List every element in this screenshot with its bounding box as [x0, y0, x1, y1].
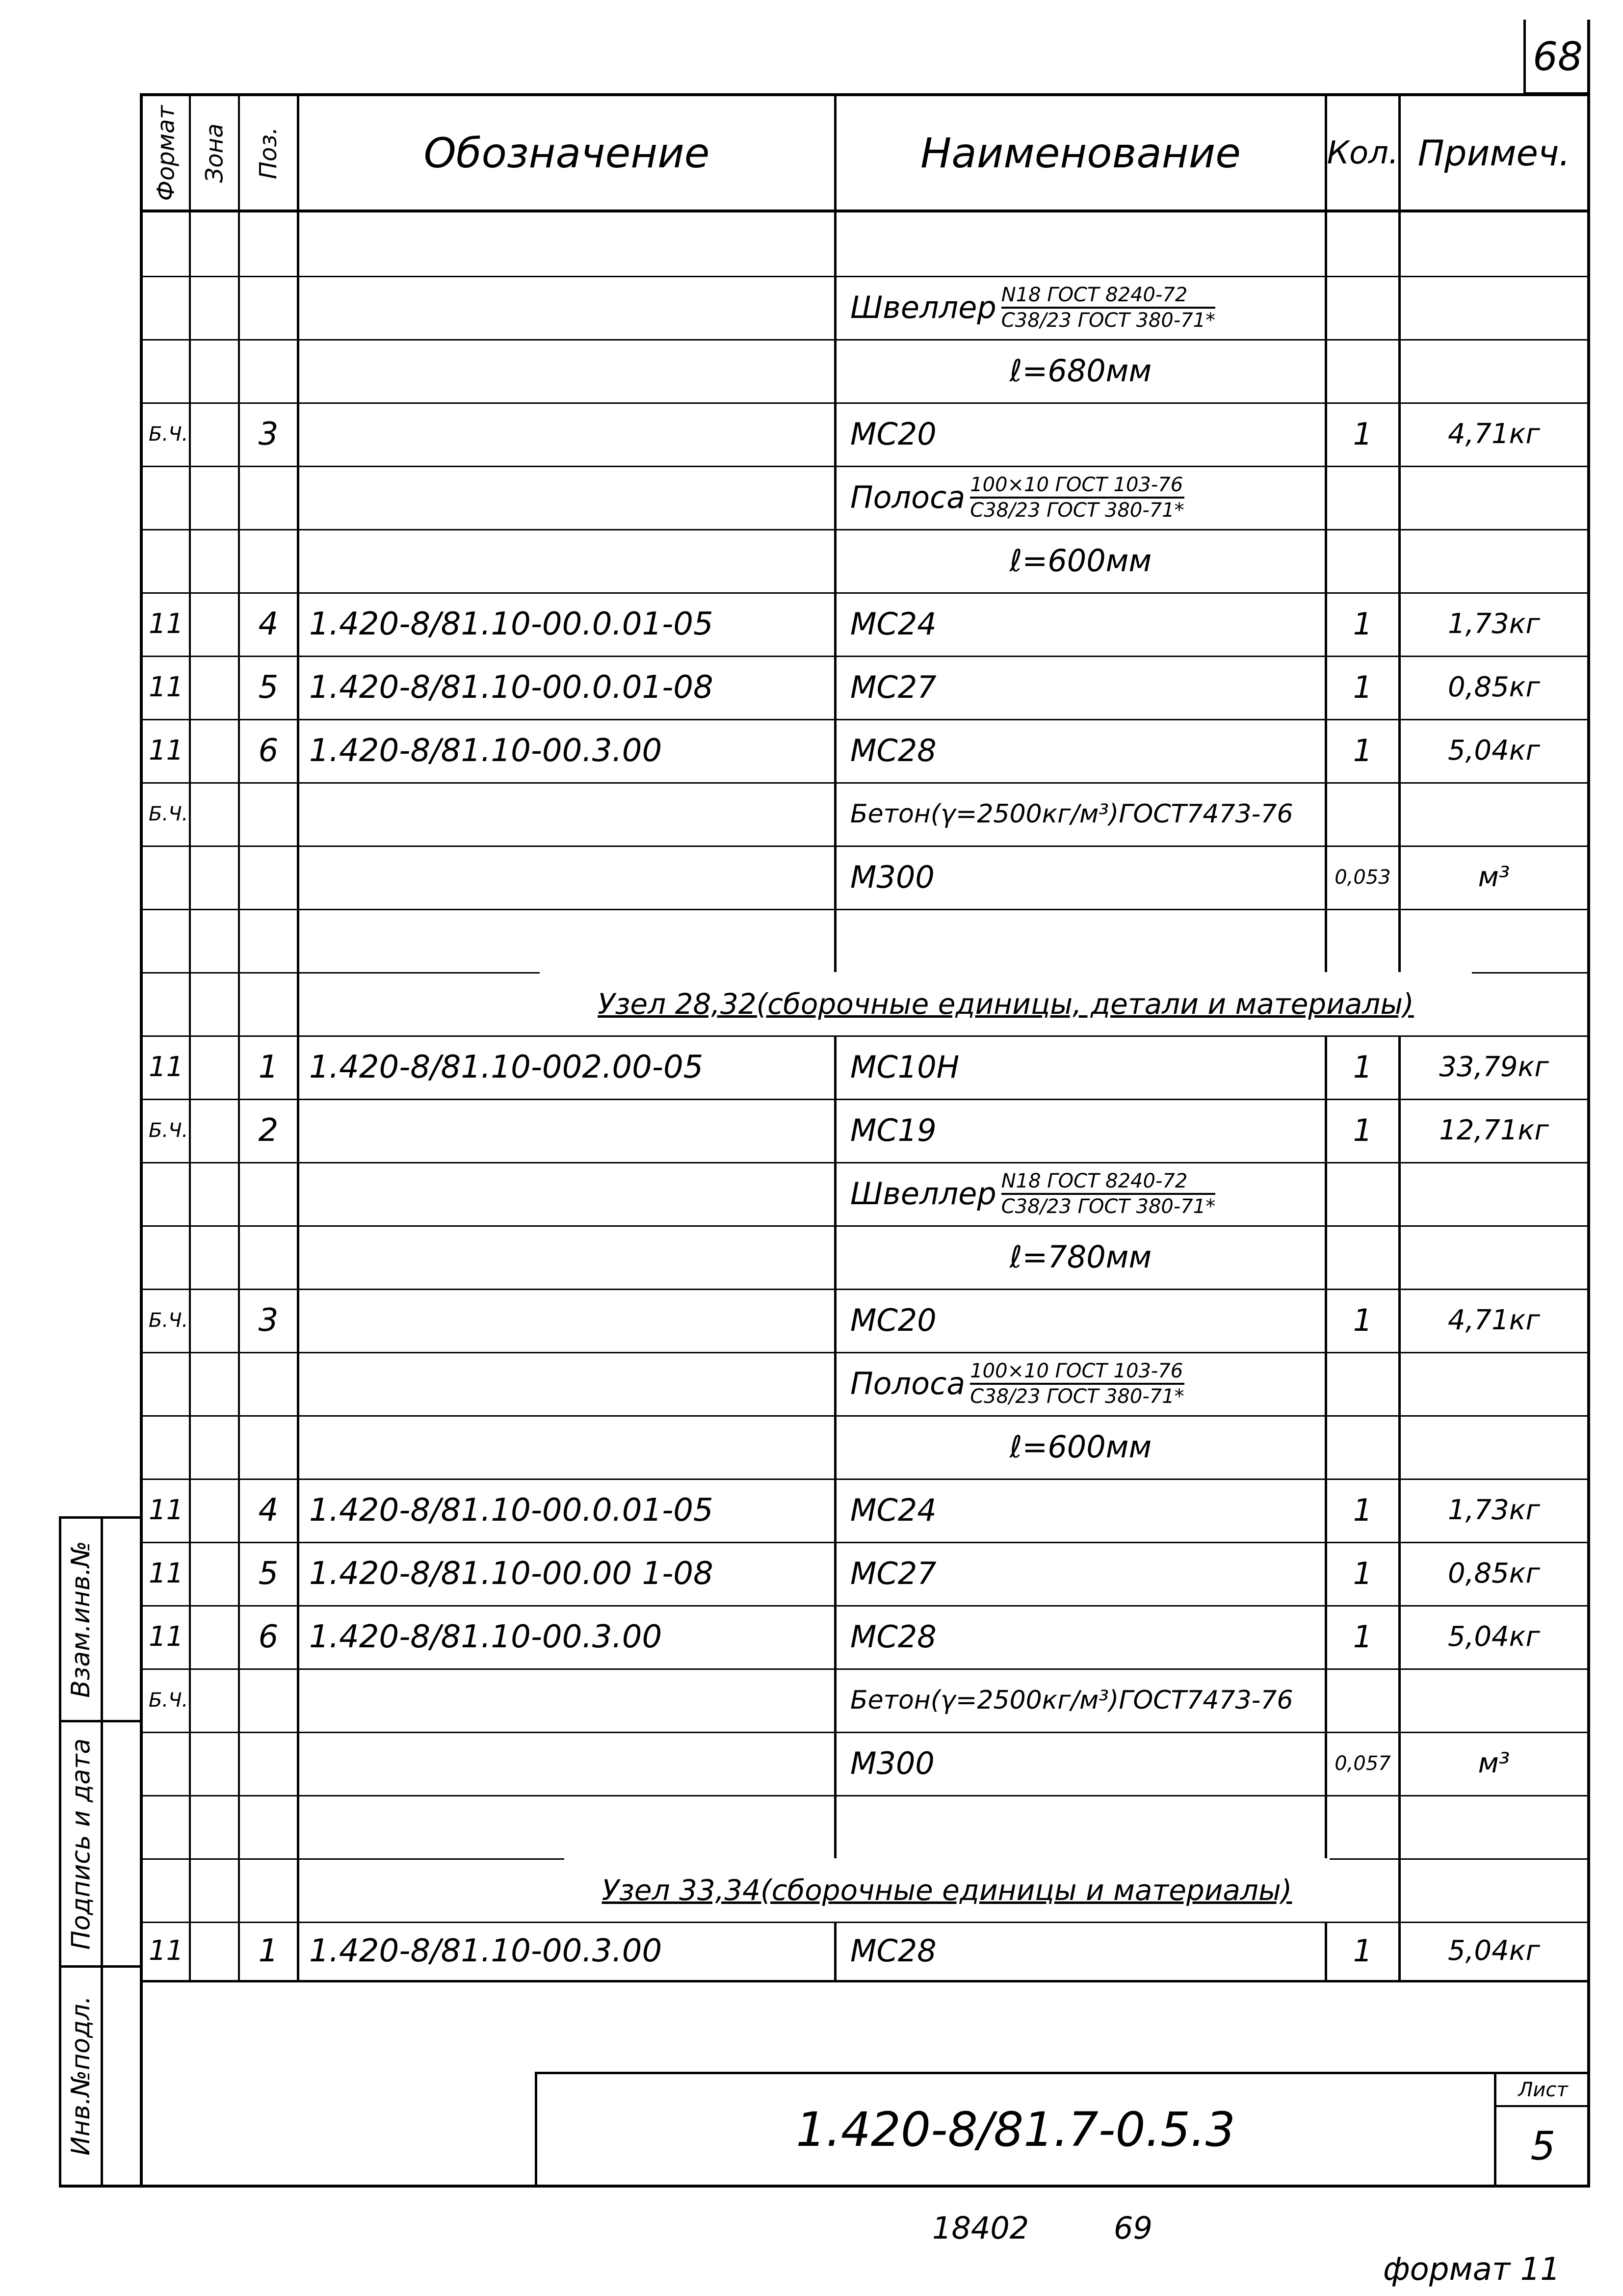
header-name: Наименование [920, 129, 1241, 177]
row-20-designation: 1.420-8/81.10-00.0.01-05 [309, 1492, 713, 1529]
row-24-name: М300 [850, 1745, 935, 1781]
row-19-name: ℓ=600мм [1009, 1429, 1152, 1465]
row-14-note: 12,71кг [1439, 1114, 1549, 1146]
row-17-pos: 3 [258, 1302, 279, 1339]
frame-right [1587, 20, 1590, 2186]
row-3-note: 4,71кг [1448, 418, 1540, 450]
section-title-1: Узел 28,32(сборочные единицы, детали и материалы) [540, 972, 1472, 1035]
row-24-qty: 0,057 [1335, 1752, 1391, 1775]
stamp-number: 18402 [932, 2210, 1029, 2246]
header-zone: Зона [201, 123, 228, 183]
row-separator [143, 909, 1587, 910]
row-6-qty: 1 [1353, 606, 1373, 642]
row-14-pos: 2 [258, 1112, 279, 1149]
row-18-name: Полоса $\frac{\text{100×10 ГОСТ 103-76}}{\text{С38/23 ГОСТ 380-71*}}$ [850, 1359, 1184, 1408]
row-8-qty: 1 [1353, 733, 1373, 768]
row-3-pos: 3 [258, 416, 279, 452]
sidebar-inv-orig: Инв.№подл. [66, 1996, 96, 2156]
row-10-name: М300 [850, 859, 935, 895]
header-qty: Кол. [1327, 134, 1399, 171]
row-27-designation: 1.420-8/81.10-00.3.00 [309, 1932, 662, 1969]
row-17-qty: 1 [1353, 1302, 1373, 1338]
sidebar-replace-inv: Взам.инв.№ [66, 1541, 96, 1698]
row-13-designation: 1.420-8/81.10-002.00-05 [309, 1049, 704, 1085]
row-23-name: Бетон(γ=2500кг/м³)ГОСТ7473-76 [850, 1685, 1293, 1715]
row-15-name: Швеллер $\frac{\text{N18 ГОСТ 8240-72}}{\text{С38/23 ГОСТ 380-71*}}$ [850, 1169, 1216, 1218]
row-20-name: МС24 [850, 1492, 937, 1528]
sheet-number: 5 [1530, 2123, 1556, 2169]
row-6-pos: 4 [258, 606, 279, 642]
row-separator [143, 1795, 1587, 1796]
row-20-pos: 4 [258, 1492, 279, 1529]
page-number: 68 [1533, 33, 1583, 79]
section-title-2: Узел 33,34(сборочные единицы и материалы) [564, 1858, 1330, 1922]
row-7-qty: 1 [1353, 669, 1373, 705]
row-20-qty: 1 [1353, 1492, 1373, 1528]
row-3-format: Б.Ч. [149, 422, 188, 446]
row-7-name: МС27 [850, 669, 937, 705]
row-4-name: Полоса $\frac{\text{100×10 ГОСТ 103-76}}{\text{С38/23 ГОСТ 380-71*}}$ [850, 473, 1184, 522]
row-27-pos: 1 [258, 1932, 279, 1969]
row-27-name: МС28 [850, 1933, 937, 1969]
sidebar-sign-date: Подпись и дата [66, 1738, 96, 1950]
row-17-format: Б.Ч. [149, 1309, 188, 1332]
sidebar-mid [101, 1516, 103, 2186]
header-format: Формат [152, 105, 180, 201]
row-3-name: МС20 [850, 416, 937, 452]
row-13-qty: 1 [1353, 1049, 1373, 1085]
row-1-name: Швеллер $\frac{\text{N18 ГОСТ 8240-72}}{\text{С38/23 ГОСТ 380-71*}}$ [850, 283, 1216, 332]
row-8-format: 11 [149, 735, 184, 766]
row-6-designation: 1.420-8/81.10-00.0.01-05 [309, 606, 713, 642]
row-21-qty: 1 [1353, 1556, 1373, 1591]
row-17-name: МС20 [850, 1302, 937, 1338]
row-14-qty: 1 [1353, 1112, 1373, 1148]
row-8-designation: 1.420-8/81.10-00.3.00 [309, 732, 662, 769]
row-22-pos: 6 [258, 1618, 279, 1655]
row-9-format: Б.Ч. [149, 802, 188, 825]
row-21-format: 11 [149, 1557, 184, 1589]
row-21-note: 0,85кг [1448, 1557, 1540, 1589]
row-7-note: 0,85кг [1448, 671, 1540, 703]
row-13-pos: 1 [258, 1049, 279, 1085]
page-number-box-left [1523, 20, 1526, 93]
title-code: 1.420-8/81.7-0.5.3 [796, 2102, 1235, 2157]
row-21-pos: 5 [258, 1555, 279, 1592]
header-bottom-line [140, 210, 1590, 212]
row-21-designation: 1.420-8/81.10-00.00 1-08 [309, 1555, 713, 1592]
footer-format: формат 11 [1383, 2251, 1560, 2288]
row-17-note: 4,71кг [1448, 1304, 1540, 1336]
row-2-name: ℓ=680мм [1009, 353, 1152, 389]
row-27-qty: 1 [1353, 1933, 1373, 1969]
row-27-note: 5,04кг [1448, 1935, 1540, 1967]
row-10-note: м³ [1478, 861, 1510, 893]
row-21-name: МС27 [850, 1556, 937, 1591]
header-note: Примеч. [1417, 132, 1571, 174]
row-14-name: МС19 [850, 1112, 937, 1148]
row-13-format: 11 [149, 1051, 184, 1083]
row-13-name: МС10Н [850, 1049, 960, 1085]
row-22-designation: 1.420-8/81.10-00.3.00 [309, 1618, 662, 1655]
header-pos: Поз. [255, 127, 282, 179]
row-22-note: 5,04кг [1448, 1621, 1540, 1653]
row-22-qty: 1 [1353, 1619, 1373, 1655]
row-14-format: Б.Ч. [149, 1119, 188, 1142]
header-designation: Обозначение [423, 129, 710, 177]
row-22-name: МС28 [850, 1619, 937, 1655]
row-8-pos: 6 [258, 732, 279, 769]
row-7-designation: 1.420-8/81.10-00.0.01-08 [309, 669, 713, 706]
row-7-format: 11 [149, 671, 184, 703]
row-7-pos: 5 [258, 669, 279, 706]
row-5-name: ℓ=600мм [1009, 543, 1152, 579]
row-24-note: м³ [1478, 1747, 1510, 1779]
row-20-note: 1,73кг [1448, 1494, 1540, 1526]
row-13-note: 33,79кг [1439, 1051, 1549, 1083]
row-23-format: Б.Ч. [149, 1689, 188, 1712]
row-6-name: МС24 [850, 606, 937, 642]
row-8-name: МС28 [850, 733, 937, 768]
row-22-format: 11 [149, 1621, 184, 1653]
row-8-note: 5,04кг [1448, 735, 1540, 766]
row-9-name: Бетон(γ=2500кг/м³)ГОСТ7473-76 [850, 799, 1293, 829]
row-16-name: ℓ=780мм [1009, 1239, 1152, 1275]
row-6-note: 1,73кг [1448, 608, 1540, 640]
row-6-format: 11 [149, 608, 184, 640]
row-10-qty: 0,053 [1335, 866, 1391, 889]
frame-bottom [59, 2185, 1590, 2188]
row-3-qty: 1 [1353, 416, 1373, 452]
row-20-format: 11 [149, 1494, 184, 1526]
row-27-format: 11 [149, 1935, 184, 1967]
sheet-label: Лист [1518, 2078, 1568, 2101]
stamp-page: 69 [1114, 2210, 1152, 2246]
title-block-top [140, 1980, 1590, 1982]
